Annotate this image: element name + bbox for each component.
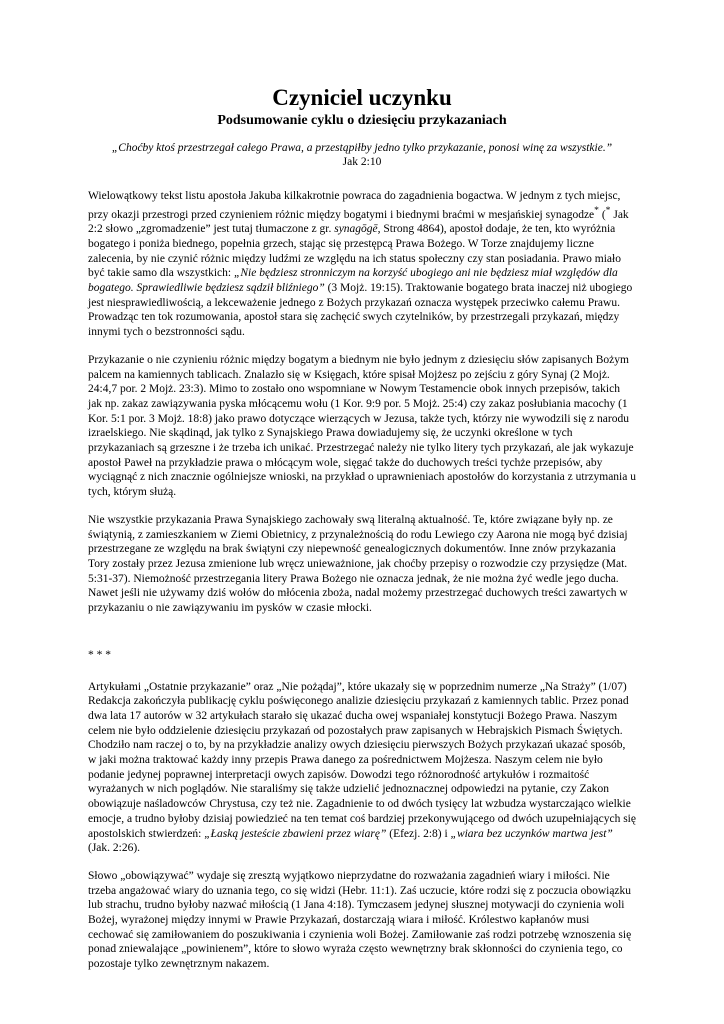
paragraph-4-quote-1: „Łaską jesteście zbawieni przez wiarę” bbox=[204, 827, 387, 840]
paragraph-3: Nie wszystkie przykazania Prawa Synajskiego zachowały swą literalną aktualność. Te, które związane były np. ze świątynią, z zamieszkaniem w Ziemi Obietnicy, z przynależnością do rodu Lewiego czy Aarona nie mogą być dzisiaj przestrzegane ze względu na brak świątyni czy niepewność genealogicznych dokumentów. Inne znów przykazania Tory zostały przez Jezusa zmienione lub wręcz unieważnione, jak choćby przepisy o rozwodzie czy przysiędze (Mat. 5:31-37). Niemożność przestrzegania litery Prawa Bożego nie oznacza jednak, że nie można żyć wedle jego ducha. Nawet jeśli nie używamy dziś wołów do młócenia zboża, nadal możemy przestrzegać duchowych treści zawartych w przykazaniu o nie zawiązywaniu im pysków w czasie młocki. bbox=[88, 513, 628, 615]
greek-term: synagōgē, bbox=[334, 223, 381, 236]
paragraph-4-text-b: (Efezj. 2:8) i bbox=[386, 827, 451, 840]
paragraph-4-text-c: (Jak. 2:26). bbox=[88, 842, 141, 855]
paragraph-1-text-b: ( bbox=[598, 208, 606, 221]
footnote-marker-inline: * bbox=[605, 204, 611, 216]
paragraph-1-text-d: Strong 4864), apostoł dodaje, że ten, kto wyróżnia bogatego i poniża biednego, popełnia grzech, stając się przestępcą Prawa Bożego. W Torze znajdujemy liczne zalecenia, by nie czynić różnic między ludźmi ze względu na ich status społeczny czy stan posiadania. Prawo miało być takie samo dla wszystkich: bbox=[88, 223, 621, 280]
footnote-marker: * bbox=[594, 204, 599, 216]
epigraph-reference: Jak 2:10 bbox=[342, 156, 382, 168]
paragraph-4-quote-2: „wiara bez uczynków martwa jest” bbox=[450, 827, 613, 840]
paragraph-1-quote: „Nie będziesz stronniczym na korzyść ubogiego ani nie będziesz miał względów dla bogatego. Sprawiedliwie będziesz sądził bliźniego” bbox=[88, 267, 618, 295]
paragraph-1-text-c: Jak 2:2 słowo „zgromadzenie” jest tutaj tłumaczone z gr. bbox=[88, 208, 629, 236]
epigraph bbox=[88, 141, 636, 169]
epigraph-quote: „Choćby ktoś przestrzegał całego Prawa, a przestąpiłby jedno tylko przykazanie, ponosi winę za wszystkie.” bbox=[111, 142, 613, 154]
paragraph-5: Słowo „obowiązywać” wydaje się zresztą wyjątkowo nieprzydatne do rozważania zagadnień wiary i miłości. Nie trzeba angażować wiary do uznania tego, co się widzi (Hebr. 11:1). Zaś uczucie, które rodzi się z poczucia obowiązku lub strachu, trudno byłoby nazwać miłością (1 Jana 4:18). Tymczasem jedynej słusznej motywacji do czynienia woli Bożej, wyrażonej między innymi w Prawie Przykazań, dostarczają wiara i miłość. Królestwo kapłanów musi cechować się zamiłowaniem do poszukiwania i czynienia woli Bożej. Zamiłowanie zaś rodzi potrzebę wznoszenia się ponad zniewalające „powinienem”, które to słowo wyraża często wewnętrzny brak skłonności do czynienia tego, co pozostaje tylko zewnętrznym nakazem. bbox=[88, 869, 632, 971]
paragraph-1-text-e: (3 Mojż. 19:15). Traktowanie bogatego brata inaczej niż ubogiego jest niesprawiedliwością, a lekceważenie jednego z Bożych przykazań oznacza występek przeciwko całemu Prawu. Prowadząc ten tok rozumowania, apostoł stara się zachęcić swych czytelników, by przestrzegali przykazań, między innymi tych o bezstronności sądu. bbox=[88, 282, 633, 339]
paragraph-4 bbox=[88, 680, 636, 856]
paragraph-2: Przykazanie o nie czynieniu różnic między bogatym a biednym nie było jednym z dziesięciu słów zapisanych Bożym palcem na kamiennych tablicach. Znalazło się w Księgach, które spisał Mojżesz po zejściu z góry Synaj (2 Mojż. 24:4,7 por. 2 Mojż. 23:3). Mimo to zostało ono wspomniane w Nowym Testamencie obok innych przepisów, takich jak np. zakaz zawiązywania pyska młócącemu wołu (1 Kor. 9:9 por. 5 Mojż. 25:4) czy zakaz posłubiania macochy (1 Kor. 5:1 por. 3 Mojż. 18:8) jako prawo dotyczące wierzących w Jezusa, także tych, którzy nie wywodzili się z narodu izraelskiego. Nie skądinąd, jak tylko z Synajskiego Prawa dowiadujemy się, że uczynki określone w tych przykazaniach są grzeszne i że trzeba ich unikać. Przestrzegać należy nie tylko litery tych przykazań, ale jak wykazuje apostoł Paweł na przykładzie prawa o młócącym wole, sięgać także do duchowych treści tychże przepisów, aby wyciągnąć z nich znacznie ogólniejsze wnioski, na przykład o uprawnieniach apostołów do korzystania z utrzymania u tych, którym służą. bbox=[88, 353, 636, 499]
paragraph-4-text-a: Artykułami „Ostatnie przykazanie” oraz „Nie pożądaj”, które ukazały się w poprzednim numerze „Na Straży” (1/07) Redakcja zakończyła publikację cyklu poświęconego analizie dziesięciu przykazań z kamiennych tablic. Przez ponad dwa lata 17 autorów w 32 artykułach starało się ukazać ducha owej wspaniałej konstytucji Bożego Prawa. Naszym celem nie było oddzielenie dziesięciu przykazań od pozostałych praw zapisanych w Hebrajskich Pismach Świętych. Chodziło nam raczej o to, by na przykładzie analizy owych dziesięciu pierwszych Bożych przykazań ukazać sposób, w jaki można traktować każdy inny przepis Prawa danego za pośrednictwem Mojżesza. Naszym celem nie było podanie jedynej poprawnej interpretacji owych zapisów. Dowodzi tego różnorodność artykułów i rozmaitość wyrażanych w nich poglądów. Nie staraliśmy się także udzielić jednoznacznej odpowiedzi na pytanie, czy Zakon obowiązuje naśladowców Chrystusa, czy też nie. Zagadnienie to od dwóch tysięcy lat wzbudza wystarczająco wielkie emocje, a trudno byłoby dzisiaj powiedzieć na ten temat coś bardziej przekonywującego od dwóch uzupełniających się apostolskich stwierdzeń: bbox=[88, 680, 636, 840]
page-title: Czyniciel uczynku bbox=[272, 85, 452, 110]
paragraph-1-text-a: Wielowątkowy tekst listu apostoła Jakuba kilkakrotnie powraca do zagadnienia bogactwa. W jednym z tych miejsc, przy okazji przestrogi przed czynieniem różnic między bogatymi i biednymi braćmi w mesjańskiej synagodze bbox=[88, 190, 621, 221]
section-separator: * * * bbox=[88, 648, 111, 661]
page-subtitle: Podsumowanie cyklu o dziesięciu przykazaniach bbox=[217, 113, 507, 128]
paragraph-1 bbox=[88, 189, 636, 340]
document-body bbox=[88, 84, 636, 972]
